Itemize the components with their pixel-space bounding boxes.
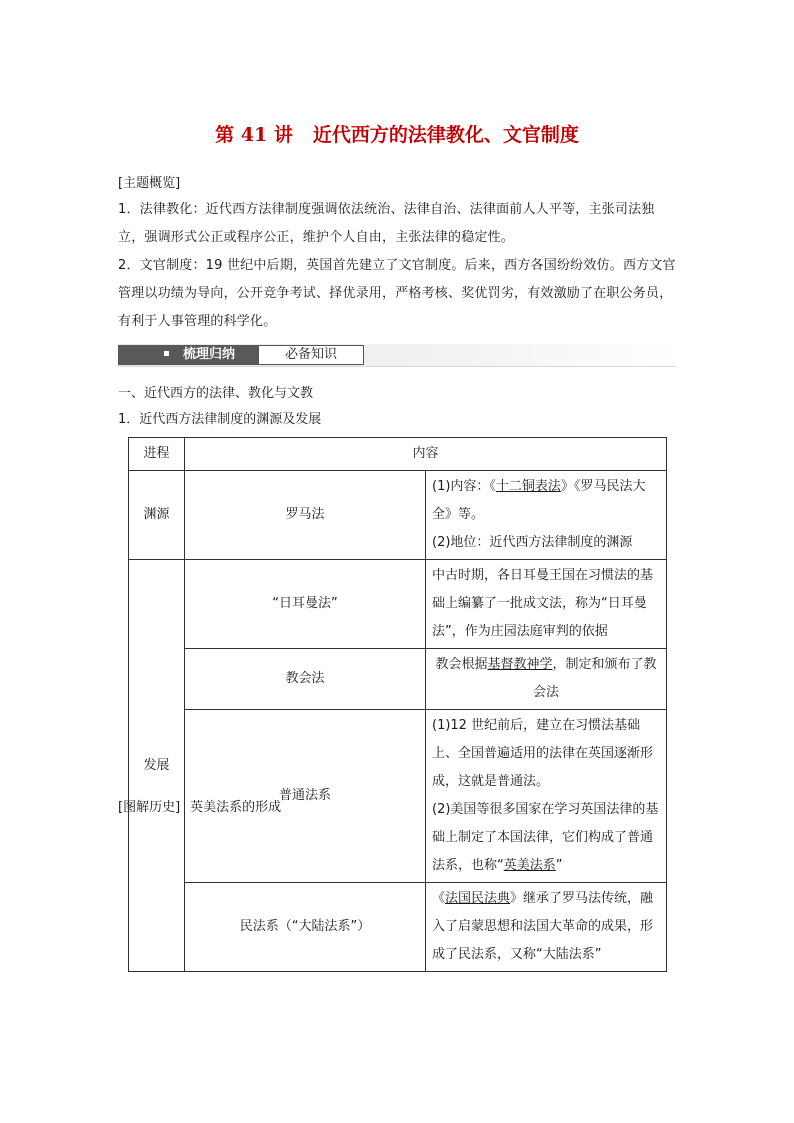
banner-light-label: 必备知识 <box>258 345 364 365</box>
law-development-table <box>128 437 667 972</box>
table-row <box>129 471 667 560</box>
germanic-law-content: 中古时期，各日耳曼王国在习惯法的基础上编纂了一批成文法，称为“日耳曼法”，作为庄园法庭审判的依据 <box>426 560 667 649</box>
common-law-content: (1)12 世纪前后，建立在习惯法基础上、全国普遍适用的法律在英国逐渐形成，这就是普通法。 (2)美国等很多国家在学习英国法律的基础上制定了本国法律，它们构成了普通法系，也称“英美法系” <box>426 710 667 883</box>
summary-item-civil-service: 2．文官制度：19 世纪中后期，英国首先建立了文官制度。后来，西方各国纷纷效仿。西方文官管理以功绩为导向，公开竞争考试、择优录用，严格考核、奖优罚劣，有效激励了在职公务员，有利于人事管理的科学化。 <box>118 258 676 329</box>
subsection-title: 1．近代西方法律制度的渊源及发展 <box>118 412 322 427</box>
roman-law-content: (1)内容：《十二铜表法》《罗马民法大全》等。 (2)地位：近代西方法律制度的渊源 <box>426 471 667 560</box>
page-title <box>0 120 794 147</box>
section-banner <box>118 344 676 367</box>
illustration-text: 英美法系的形成 <box>190 800 282 815</box>
lecture-number: 第 41 讲 <box>215 124 293 146</box>
germanic-law-label: “日耳曼法” <box>185 560 426 649</box>
summary-section <box>118 196 676 336</box>
stage-origin: 渊源 <box>129 471 185 560</box>
summary-heading: [主题概览] <box>118 176 181 191</box>
civil-law-content: 《法国民法典》继承了罗马法传统，融入了启蒙思想和法国大革命的成果，形成了民法系，又称“大陆法系” <box>426 883 667 972</box>
section-title: 一、近代西方的法律、教化与文教 <box>118 386 314 401</box>
banner-dark-label: 梳理归纳 <box>118 345 258 365</box>
summary-item-law: 1．法律教化：近代西方法律制度强调依法统治、法律自治、法律面前人人平等，主张司法独立，强调形式公正或程序公正，维护个人自由，主张法律的稳定性。 <box>118 202 655 245</box>
square-bullet-icon <box>164 351 169 356</box>
stage-development: 发展 <box>129 560 185 972</box>
table-row <box>129 883 667 972</box>
common-law-label: 普通法系 <box>185 710 426 883</box>
table-row <box>129 560 667 649</box>
lecture-topic: 近代西方的法律教化、文官制度 <box>312 124 579 146</box>
header-content: 内容 <box>185 438 667 471</box>
table-row <box>129 649 667 710</box>
illustration-tag: [图解历史] <box>118 800 181 815</box>
canon-law-label: 教会法 <box>185 649 426 710</box>
roman-law-label: 罗马法 <box>185 471 426 560</box>
table-header-row <box>129 438 667 471</box>
civil-law-label: 民法系（“大陆法系”） <box>185 883 426 972</box>
illustration-caption <box>118 796 281 815</box>
header-stage: 进程 <box>129 438 185 471</box>
canon-law-content: 教会根据基督教神学，制定和颁布了教会法 <box>426 649 667 710</box>
